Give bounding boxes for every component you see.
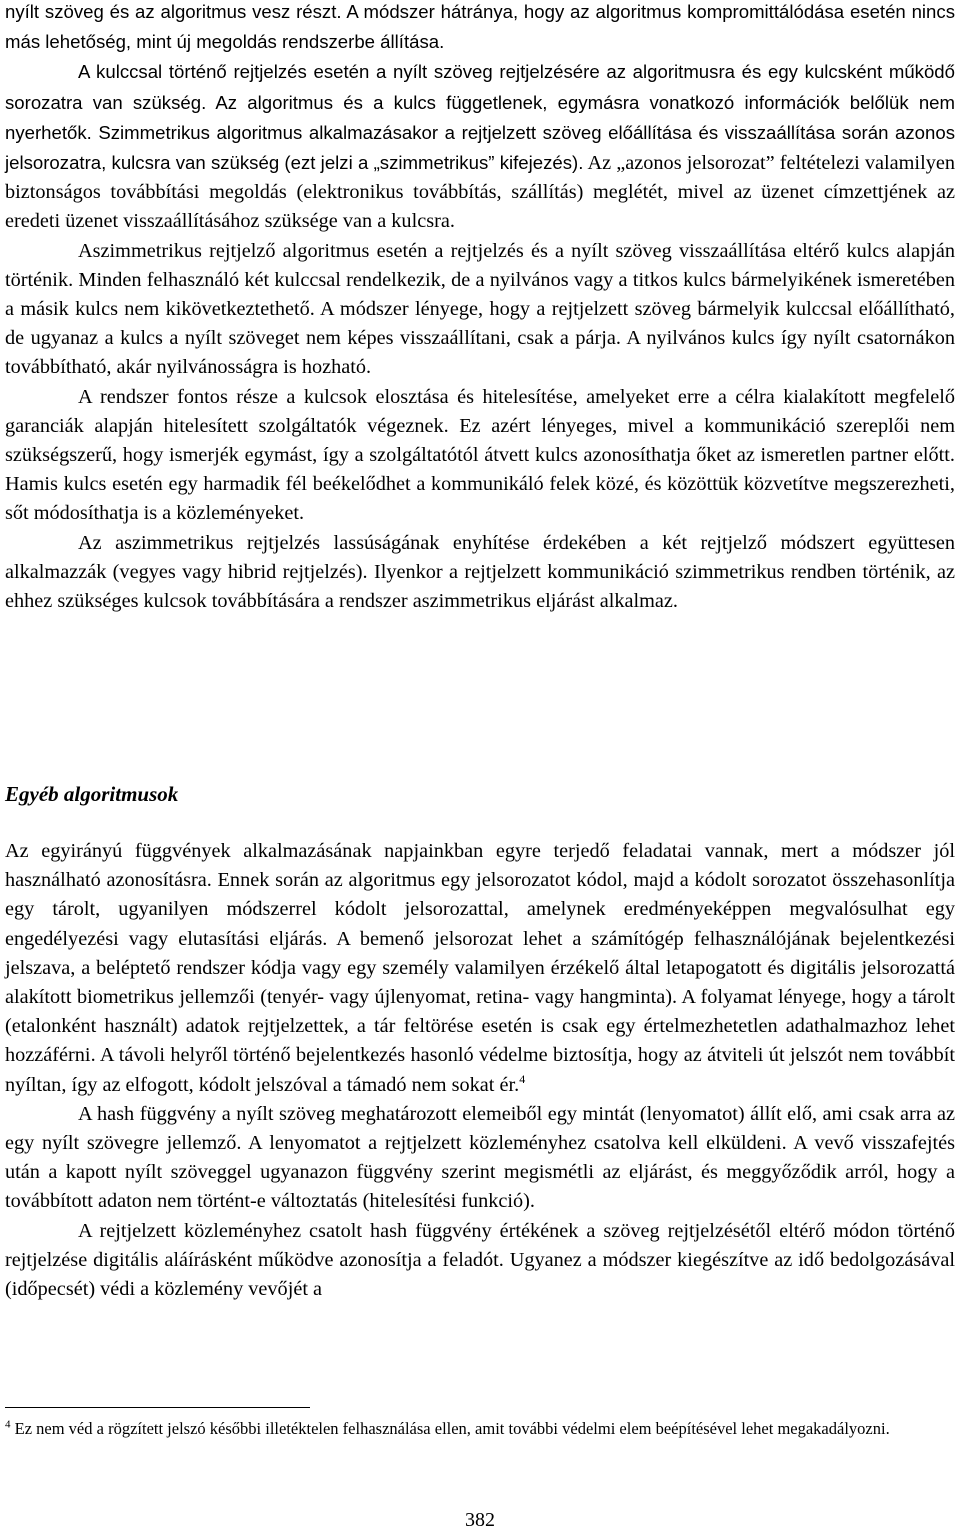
paragraph-7: A hash függvény a nyílt szöveg meghatározott elemeiből egy mintát (lenyomatot) állít elő, ami csak arra az egy nyílt szövegre jellemző. A lenyomatot a rejtjelzett közleményhez csatolva kell elküldeni. A vevő visszafejtés után a kapott nyílt szöveggel ugyanazon függvény szerint megismétli az eljárást, és meggyőződik arról, hogy a továbbított adaton nem történt-e változtatás (hitelesítési funkció).: [5, 1102, 955, 1213]
paragraph-4: A rendszer fontos része a kulcsok elosztása és hitelesítése, amelyeket erre a célra kialakított megfelelő garanciák alapján hitelesített szolgáltatók végeznek. Ez azért lényeges, mivel a kommunikáció szereplői nem szükségszerű, hogy ismerjék egymást, így a szolgáltatótól átvett kulcs azonosíthatja őket az ismeretlen partner előtt. Hamis kulcs esetén egy harmadik fél beékelődhet a kommunikáló felek közé, és közöttük közvetítve megszerezheti, sőt módosíthatja is a közleményeket.: [5, 385, 955, 525]
paragraph-5: Az aszimmetrikus rejtjelzés lassúságának enyhítése érdekében a két rejtjelző módszert együttesen alkalmazzák (vegyes vagy hibrid rejtjelzés). Ilyenkor a rejtjelzett kommunikáció szimmetrikus rendben történik, az ehhez szükséges kulcsok továbbítására a rendszer aszimmetrikus eljárást alkalmaz.: [5, 531, 955, 613]
footnote: [5, 1416, 955, 1441]
footnote-text: Ez nem véd a rögzített jelszó későbbi illetéktelen felhasználása ellen, amit további védelmi elem beépítésével lehet megakadályozni.: [10, 1419, 890, 1438]
footnote-divider: [5, 1407, 310, 1408]
paragraph-2-text-c: Az „azonos jelsorozat” feltételezi valamilyen biztonságos továbbítási megoldás (elektronikus továbbítás, szállítás) meglétét, mivel az üzenet címzettjének az eredeti üzenet visszaállításához szüksége van a kulcsra.: [5, 152, 955, 233]
footnote-number: 4: [5, 1418, 11, 1431]
section-heading: Egyéb algoritmusok: [5, 782, 179, 806]
page-number: 382: [465, 1509, 495, 1531]
paragraph-3: Aszimmetrikus rejtjelző algoritmus esetén a rejtjelzés és a nyílt szöveg visszaállítása eltérő kulcs alapján történik. Minden felhasználó két kulccsal rendelkezik, de a nyilvános vagy a titkos kulcs bármelyikének ismeretében a másik kulcs nem kikövetkeztethető. A módszer lényege, hogy a rejtjelzett szöveg bármelyik kulccsal előállítható, de ugyanaz a kulcs a nyílt szöveget nem képes visszaállítani, csak a párja. A nyilvános kulcs így nyílt csatornákon továbbítható, akár nyilvánosságra is hozható.: [5, 239, 955, 379]
paragraph-2-text-a: A kulccsal történő rejtjelzés esetén a nyílt szöveg rejtjelzésére az algoritmusra és egy kulcsként működő sorozatra van szükség. Az algoritmus és a kulcs függetlenek, egymásra vonatkozó információk belőlük nem nyerhetők.: [5, 61, 955, 143]
paragraph-8: A rejtjelzett közleményhez csatolt hash függvény értékének a szöveg rejtjelzésétől eltérő módon történő rejtjelzése digitális aláírásként működve azonosítja a feladót. Ugyanez a módszer kiegészítve az idő bedolgozásával (időpecsét) védi a közlemény vevőjét a: [5, 1219, 955, 1301]
section-body-1: [5, 0, 955, 616]
paragraph-6: [5, 837, 955, 1100]
footnote-reference[interactable]: 4: [519, 1071, 526, 1086]
paragraph-1: [5, 0, 955, 57]
paragraph-2-text-b: Szimmetrikus algoritmus alkalmazásakor a rejtjelzett szöveg előállítása és visszaállítása során azonos jelsorozatra, kulcsra van szükség (ezt jelzi a „szimmetrikus” kifejezés).: [5, 121, 955, 174]
section-body-2: [5, 837, 955, 1304]
paragraph-6-text: Az egyirányú függvények alkalmazásának napjainkban egyre terjedő feladatai vannak, mert a módszer jól használható azonosításra. Ennek során az algoritmus egy jelsorozatot kódol, majd a kódolt sorozatot összehasonlítja egy tárolt, ugyanilyen módszerrel kódolt jelsorozattal, amelynek eredményeképpen megvalósulhat egy engedélyezési vagy elutasítási eljárás. A bemenő jelsorozat lehet a számítógép felhasználójának bejelentkezési jelszava, a beléptető rendszer kódja vagy egy személy valamilyen érzékelő által letapogatott és digitális jelsorozattá alakított biometrikus jellemzői (tenyér- vagy újlenyomat, retina- vagy hangminta). A folyamat lényege, hogy a tárolt (etalonként használt) adatok rejtjelzettek, a tár feltörése esetén is csak egy értelmezhetetlen adathalmazhoz lehet hozzáférni. A távoli helyről történő bejelentkezés hasonló védelme biztosítja, hogy az átviteli út jelszót nem továbbít nyíltan, így az elfogott, kódolt jelszóval a támadó nem sokat ér.: [5, 840, 955, 1096]
paragraph-1-text: nyílt szöveg és az algoritmus vesz részt. A módszer hátránya, hogy az algoritmus kompromittálódása esetén nincs más lehetőség, mint új megoldás rendszerbe állítása.: [5, 1, 955, 53]
document-page: [5, 0, 955, 1537]
paragraph-2: [5, 57, 955, 236]
